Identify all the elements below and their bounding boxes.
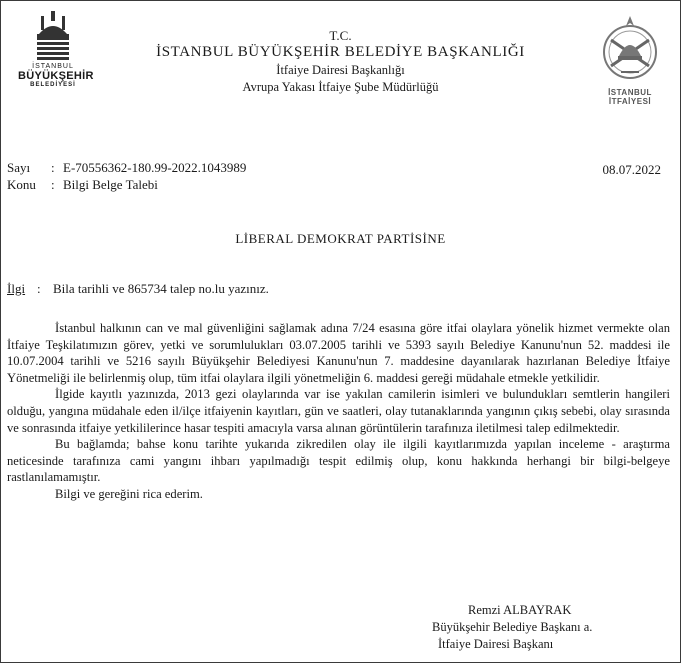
paragraph-3: Bu bağlamda; bahse konu tarihte yukarıda zikredilen olay ile ilgili kayıtlarımızda yapılan inceleme - araştırma neticesinde tarafınıza cami yangını ihbarı yapılmadığı tespit edilmiş olup, konu hakkında herhangi bir bilgi-belgeye rastlanılamamıştır. [7, 437, 670, 485]
logo-right-line2: İTFAİYESİ [608, 97, 652, 106]
header-department: İtfaiye Dairesi Başkanlığı [276, 63, 405, 77]
header-tc: T.C. [329, 28, 352, 43]
logo-right-line1: İSTANBUL [608, 88, 652, 97]
signatory-title-1: Büyükşehir Belediye Başkanı a. [432, 620, 593, 634]
document-date: 08.07.2022 [602, 162, 661, 177]
paragraph-1: İstanbul halkının can ve mal güvenliğini sağlamak adına 7/24 esasına göre itfai olaylara yönelik hizmet vermekte olan İtfaiye Teşkilatımızın görev, yetki ve sorumlulukları 03.07.2005 tarihli ve 5393 sayılı Belediye Kanunu'nun 52. maddesi ile 10.07.2004 tarihli ve 5216 sayılı Büyükşehir Belediyesi Kanunu'nun 7. maddesine dayanılarak hazırlanan Belediye İtfaiye Yönetmeliği ile belirlenmiş olup, tüm itfai olaylara ilgili yönetmeliğin 6. maddesi gereği müdahale etmekle yetkilidir. [7, 321, 670, 385]
konu-value: Bilgi Belge Talebi [63, 177, 158, 192]
ilgi-value: Bila tarihli ve 865734 talep no.lu yazınız. [53, 281, 269, 296]
ilgi-colon: : [37, 281, 41, 296]
ilgi-label: İlgi [7, 281, 26, 296]
signature-block [430, 602, 660, 653]
sayi-label: Sayı [7, 160, 31, 175]
recipient: LİBERAL DEMOKRAT PARTİSİNE [235, 231, 446, 246]
paragraph-4: Bilgi ve gereğini rica ederim. [55, 486, 203, 501]
letter-body [7, 320, 670, 503]
header-branch: Avrupa Yakası İtfaiye Şube Müdürlüğü [242, 80, 439, 94]
konu-colon: : [51, 177, 55, 192]
signatory-title-2: İtfaiye Dairesi Başkanı [438, 637, 554, 651]
paragraph-2: İlgide kayıtlı yazınızda, 2013 gezi olaylarında var ise yakılan camilerin isimleri ve bulundukları semtlerin hangileri olduğu, yangına müdahale eden il/ilçe itfaiyenin kayıtları, gün ve saatleri, olay tutanaklarında yangının çıkış sebebi, olay sırasında ve sonrasında itfaiye yetkililerince hasar tespiti amacıyla varsa alınan görüntülerin tarafınıza iletilmesi talep edilmektedir. [7, 387, 670, 435]
logo-left-line1: İSTANBUL [32, 63, 74, 70]
sayi-colon: : [51, 160, 55, 175]
signatory-name: Remzi ALBAYRAK [468, 603, 572, 617]
reference-line [7, 281, 269, 297]
logo-left-line2: BÜYÜKŞEHİR [18, 70, 94, 82]
header-title: İSTANBUL BÜYÜKŞEHİR BELEDİYE BAŞKANLIĞI [156, 44, 525, 60]
konu-label: Konu [7, 177, 36, 192]
meta-konu [7, 177, 158, 193]
sayi-value: E-70556362-180.99-2022.1043989 [63, 160, 247, 175]
logo-left-line3: BELEDİYESİ [30, 82, 76, 88]
meta-sayi [7, 160, 246, 176]
